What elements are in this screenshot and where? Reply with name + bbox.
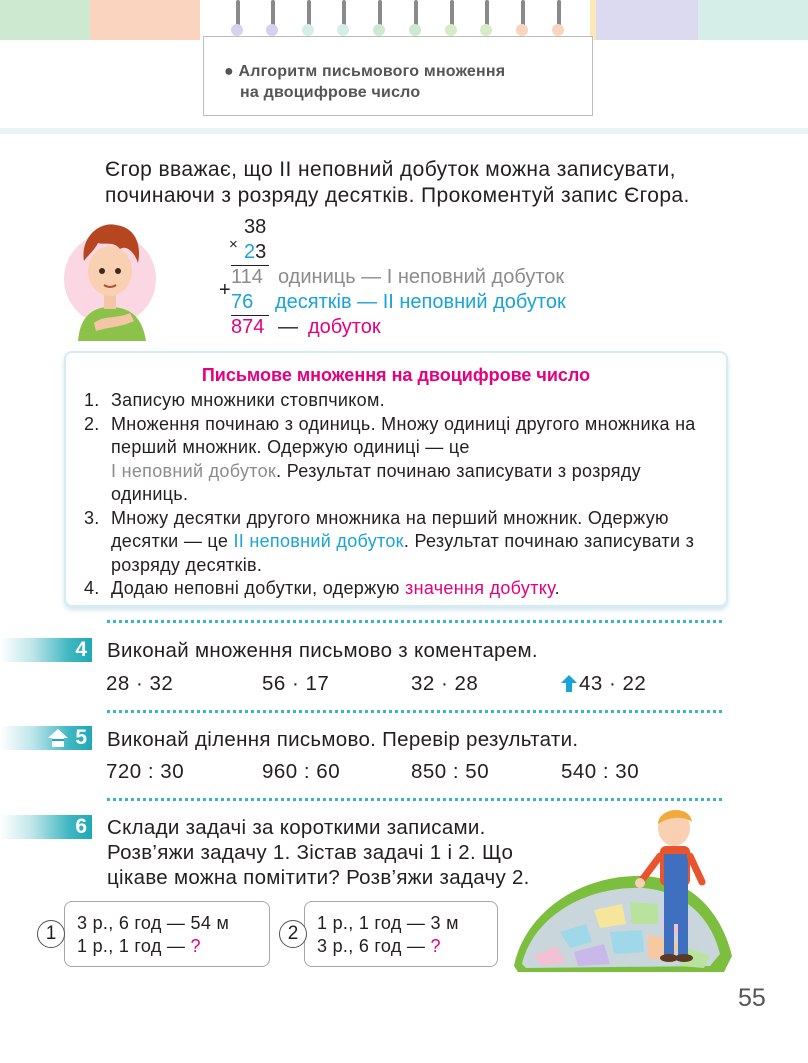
task-5-expr-2: 960 : 60 xyxy=(262,760,341,783)
task-4-expr-2: 56 · 17 xyxy=(262,672,330,695)
rule-title: Письмове множення на двоцифрове число xyxy=(201,365,591,385)
plus-sign: + xyxy=(219,279,231,301)
task-5-text: Виконай ділення письмово. Перевір результати. xyxy=(107,728,579,751)
times-sign: × xyxy=(229,236,238,253)
header-divider xyxy=(0,128,808,134)
condition-card-2: 1 р., 1 год — 3 м 3 р., 6 год — ? xyxy=(304,901,498,967)
rule-box xyxy=(64,351,728,607)
partial-product-1-label: одиниць — І неповний добуток xyxy=(278,266,565,288)
topic-title: ● Алгоритм письмового множення на двоцифрове число xyxy=(224,63,506,101)
task-6-line-3: цікаве можна помітити? Розв’яжи задачу 2. xyxy=(107,866,530,889)
task-4-expr-4: 43 · 22 xyxy=(579,672,647,695)
task-4-expr-3: 32 · 28 xyxy=(411,672,479,695)
header-strip-mint xyxy=(698,0,808,40)
first-partial-product-term: І неповний добуток xyxy=(111,460,277,481)
header-strip-green xyxy=(0,0,90,40)
page-number: 55 xyxy=(738,984,766,1012)
product-label: добуток xyxy=(308,316,381,338)
task-5-expr-4: 540 : 30 xyxy=(561,760,640,783)
task-4-text: Виконай множення письмово з коментарем. xyxy=(107,639,538,662)
header-strip-lavender xyxy=(596,0,698,40)
partial-product-2-label: десятків — ІІ неповний добуток xyxy=(275,291,566,313)
divider-dotted xyxy=(107,620,722,623)
rule-step-3: 3. Множу десятки другого множника на перший множник. Одержую десятки — це ІІ неповний добуток. Результат починаю записувати з розряду десятків. xyxy=(84,507,695,575)
boy-illustration xyxy=(60,215,162,341)
header-strip-peach xyxy=(90,0,200,40)
partial-product-1: 114 xyxy=(231,266,263,288)
product-dash: — xyxy=(278,316,298,338)
task-5-expr-1: 720 : 30 xyxy=(106,760,185,783)
task-6-line-1: Склади задачі за короткими записами. xyxy=(107,816,486,839)
topic-notepad xyxy=(203,36,593,116)
task-5-expr-3: 850 : 50 xyxy=(411,760,490,783)
condition-number-2: 2 xyxy=(279,920,307,948)
rule-list xyxy=(84,389,714,601)
task-4-marker xyxy=(0,638,92,662)
task-6-marker xyxy=(0,815,92,839)
homework-house-icon xyxy=(48,728,68,748)
task-4-expr-1: 28 · 32 xyxy=(106,672,174,695)
task-6-number: 6 xyxy=(75,815,87,838)
multiplicand: 38 xyxy=(244,216,267,238)
divider-dotted xyxy=(107,798,722,801)
multiplier: 23 xyxy=(244,241,267,263)
condition-number-1: 1 xyxy=(37,920,65,948)
intro-text: Єгор вважає, що ІІ неповний добуток можна записувати, починаючи з розряду десятків. Прокоментуй запис Єгора. xyxy=(105,158,690,207)
task-6-line-2: Розв’яжи задачу 1. Зістав задачі 1 і 2. Що xyxy=(107,841,514,864)
second-partial-product-term: ІІ неповний добуток xyxy=(233,531,404,551)
condition-card-1: 3 р., 6 год — 54 м 1 р., 1 год — ? xyxy=(64,901,270,967)
task-5-marker xyxy=(0,726,92,750)
boy-with-stone-path-illustration xyxy=(514,806,736,974)
partial-product-2: 76 xyxy=(231,291,254,313)
rule-step-4: 4. Додаю неповні добутки, одержую значення добутку. xyxy=(84,578,560,598)
divider-dotted xyxy=(107,710,722,713)
task-5-number: 5 xyxy=(75,726,87,749)
rule-step-1: 1. Записую множники стовпчиком. xyxy=(84,390,385,410)
task-4-number: 4 xyxy=(75,638,87,661)
product-value-term: значення добутку xyxy=(405,578,555,598)
product-result: 874 xyxy=(231,316,265,338)
advanced-task-arrow-icon xyxy=(561,675,577,692)
rule-step-2: 2. Множення починаю з одиниць. Множу одиниці другого множника на перший множник. Одержую одиниці — це І неповний добуток. Результат починаю записувати з розряду одиниць. xyxy=(84,413,696,504)
